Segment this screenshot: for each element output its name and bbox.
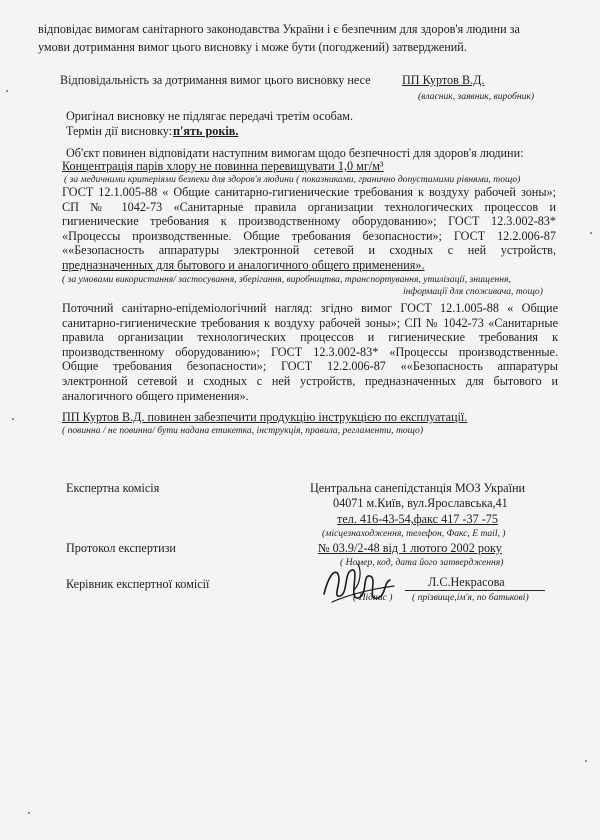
commission-label: Експертна комісія	[66, 481, 160, 495]
chlorine-note: ( за медичними критеріями безпеки для здоров'я людини ( показниками, гранично допустимими рівнями, тощо)	[64, 174, 521, 185]
requirements-line: СП № 1042-73 «Санитарные правила организации технологических процессов и	[62, 199, 556, 214]
supervision-line: аналогичного общего применения».	[62, 388, 249, 403]
scan-speck	[585, 760, 587, 762]
protocol-value: № 03.9/2-48 від 1 лютого 2002 року	[318, 541, 502, 555]
signature-note: ( Підпис )	[353, 592, 393, 603]
org-name: Центральна санепідстанція МОЗ України	[310, 481, 526, 495]
responsibility-label: Відповідальність за дотримання вимог цього висновку несе	[60, 73, 371, 87]
head-label: Керівник експертної комісії	[66, 577, 210, 591]
supervision-line: санитарно-гигиенические требования к воздуху рабочей зоны»; СП № 1042-73 «Санитарные	[62, 315, 558, 330]
responsible-name: ПП Куртов В.Д.	[402, 73, 485, 87]
requirements-line: «Процессы производственные. Общие требования безопасности»; ГОСТ 12.2.006-87	[62, 228, 556, 243]
scan-speck	[6, 90, 8, 92]
instructions-text: ПП Куртов В.Д. повинен забезпечити продукцію інструкцією по експлуатації.	[62, 410, 468, 424]
supervision-line: производственному оборудованию»; ГОСТ 12.3.002-83* «Процессы производственные.	[62, 344, 558, 359]
supervision-line: Поточний санітарно-епідеміологічний нагляд: згідно вимог ГОСТ 12.1.005-88 « Общие	[62, 301, 558, 315]
requirements-heading: Об'єкт повинен відповідати наступним вимогам щодо безпечності для здоров'я людини:	[66, 146, 524, 160]
requirements-line: ««Безопасность аппаратуры электронной сетевой и сходных с ней устройств,	[62, 243, 556, 258]
handwritten-signature	[318, 560, 400, 608]
supervision-line: Общие требования безопасности»; ГОСТ 12.2.006-87 ««Безопасность аппаратуры	[62, 359, 558, 374]
requirements-line: предназначенных для бытового и аналогичного общего применения».	[62, 257, 425, 272]
requirements-line: ГОСТ 12.1.005-88 « Общие санитарно-гигиенические требования к воздуху рабочей зоны»;	[62, 185, 556, 199]
name-note: ( прізвище,ім'я, по батькові)	[412, 592, 529, 603]
contacts-note: (місцезнаходження, телефон, Факс, Е mail, )	[322, 528, 506, 539]
protocol-note: ( Номер, код, дата його затвердження)	[340, 557, 504, 568]
original-note: Оригінал висновку не підлягає передачі третім особам.	[66, 109, 354, 123]
conclusion-text-line-2: умови дотримання вимог цього висновку і може бути (погоджений) затверджений.	[38, 40, 467, 54]
conditions-note: ( за умовами використання/ застосування, зберігання, виробництва, транспортування, утилізації, знищення,	[62, 274, 511, 285]
org-phone: тел. 416-43-54,факс 417 -37 -75	[337, 512, 498, 526]
validity-value: п'ять років.	[173, 124, 239, 138]
conclusion-text-line-1: відповідає вимогам санітарного законодавства України і є безпечним для здоров'я людини за	[38, 22, 520, 36]
name-underline	[405, 590, 545, 591]
conditions-note-cont: інформації для споживача, тощо)	[403, 286, 543, 297]
validity-label: Термін дії висновку:	[66, 124, 173, 138]
protocol-label: Протокол експертизи	[66, 541, 176, 555]
instructions-note: ( повинна / не повинна/ бути надана етикетка, інструкція, правила, регламенти, тощо)	[62, 425, 424, 436]
scan-speck	[12, 418, 14, 420]
requirements-text-block	[62, 185, 556, 273]
supervision-line: правила организации технологических процессов и гигиенические требования к	[62, 330, 558, 345]
supervision-text-block	[62, 301, 558, 403]
supervision-line: электронной сетевой и сходных с ней устройств, предназначенных для бытового и	[62, 373, 558, 388]
scan-speck	[28, 812, 30, 814]
head-name: Л.С.Некрасова	[428, 575, 505, 589]
requirements-line: гигиенические требования к производственному оборудованию»; ГОСТ 12.3.002-83*	[62, 214, 556, 229]
scan-speck	[590, 232, 592, 234]
org-address: 04071 м.Київ, вул.Ярославська,41	[333, 496, 508, 510]
responsible-role-note: (власник, заявник, виробник)	[418, 91, 535, 102]
chlorine-requirement: Концентрація парів хлору не повинна перевищувати 1,0 мг/м³	[62, 159, 384, 173]
